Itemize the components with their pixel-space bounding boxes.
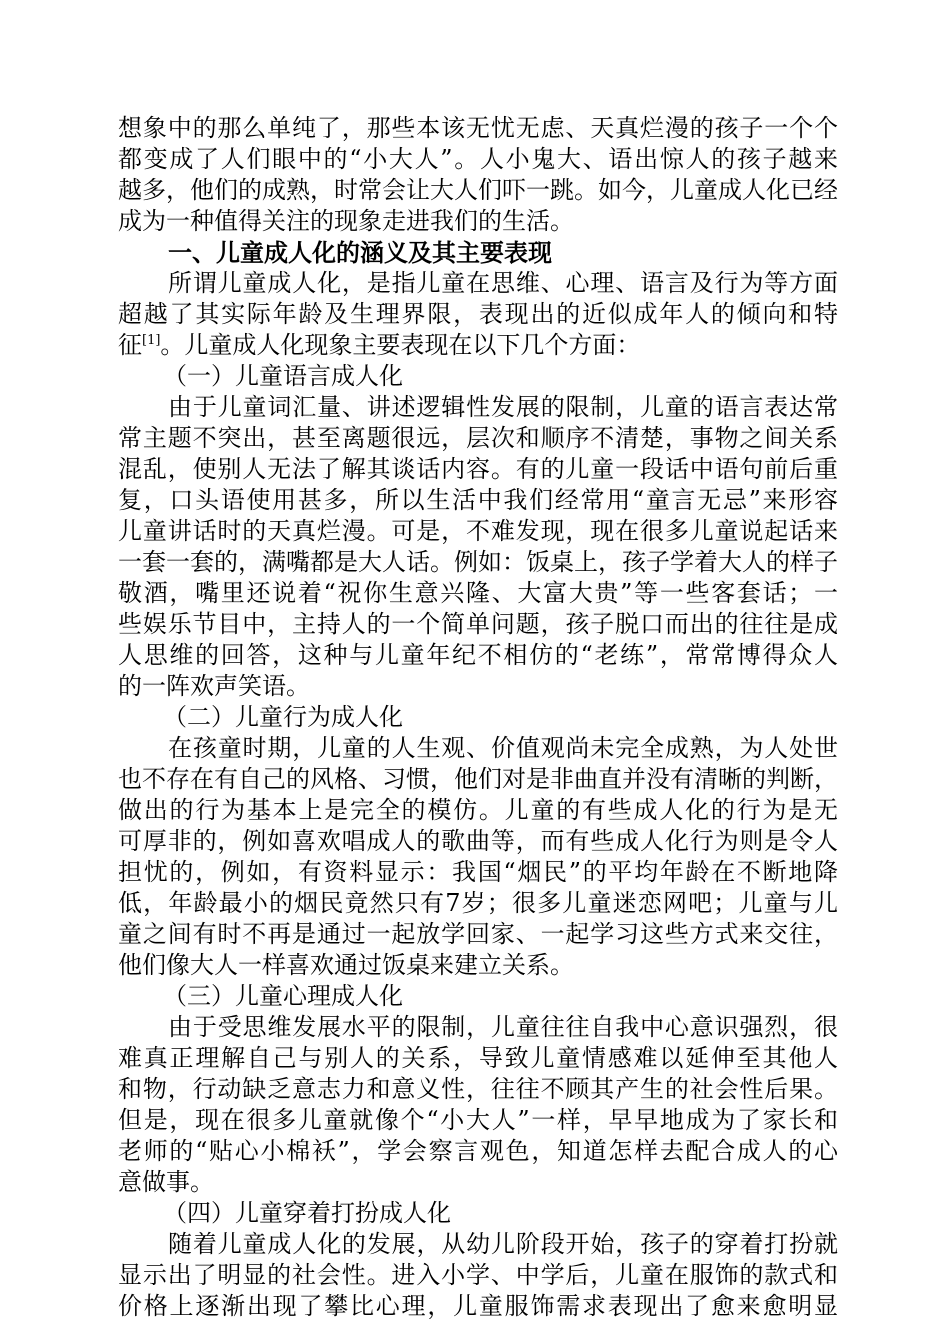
- intro-line: 想象中的那么单纯了，那些本该无忧无虑、天真烂漫的孩子一个个: [118, 114, 838, 142]
- paragraph-line: 做出的行为基本上是完全的模仿。儿童的有些成人化的行为是无: [118, 796, 838, 824]
- paragraph-line: 由于儿童词汇量、讲述逻辑性发展的限制，儿童的语言表达常: [168, 393, 838, 421]
- paragraph-line: 难真正理解自己与别人的关系，导致儿童情感难以延伸至其他人: [118, 1044, 838, 1072]
- subsection-heading: （二）儿童行为成人化: [163, 703, 403, 731]
- definition-text: 征: [118, 331, 142, 359]
- paragraph-line: 童之间有时不再是通过一起放学回家、一起学习这些方式来交往，: [118, 920, 838, 948]
- definition-line: 所谓儿童成人化，是指儿童在思维、心理、语言及行为等方面: [168, 269, 838, 297]
- definition-line: 超越了其实际年龄及生理界限，表现出的近似成年人的倾向和特: [118, 300, 838, 328]
- intro-line: 成为一种值得关注的现象走进我们的生活。: [118, 207, 574, 235]
- paragraph-line: 随着儿童成人化的发展，从幼儿阶段开始，孩子的穿着打扮就: [168, 1230, 838, 1258]
- paragraph-line: 由于受思维发展水平的限制，儿童往往自我中心意识强烈，很: [168, 1013, 838, 1041]
- intro-line: 都变成了人们眼中的“小大人”。人小鬼大、语出惊人的孩子越来: [118, 145, 838, 173]
- paragraph-line: 复，口头语使用甚多，所以生活中我们经常用“童言无忌”来形容: [118, 486, 838, 514]
- paragraph-line: 和物，行动缺乏意志力和意义性，往往不顾其产生的社会性后果。: [118, 1075, 838, 1103]
- definition-text: 。儿童成人化现象主要表现在以下几个方面：: [160, 331, 641, 359]
- paragraph-line: 低，年龄最小的烟民竟然只有7岁；很多儿童迷恋网吧；儿童与儿: [118, 889, 838, 917]
- paragraph-line: 的一阵欢声笑语。: [118, 672, 310, 700]
- subsection-heading: （四）儿童穿着打扮成人化: [163, 1199, 451, 1227]
- paragraph-line: 价格上逐渐出现了攀比心理，儿童服饰需求表现出了愈来愈明显: [118, 1292, 838, 1320]
- paragraph-line: 一套一套的，满嘴都是大人话。例如：饭桌上，孩子学着大人的样子: [118, 548, 838, 576]
- paragraph-line: 些娱乐节目中，主持人的一个简单问题，孩子脱口而出的往往是成: [118, 610, 838, 638]
- document-body: [118, 113, 838, 1322]
- subsection-heading: （三）儿童心理成人化: [163, 982, 403, 1010]
- paragraph-line: 但是，现在很多儿童就像个“小大人”一样，早早地成为了家长和: [118, 1106, 838, 1134]
- section-heading: 一、儿童成人化的涵义及其主要表现: [168, 238, 552, 267]
- paragraph-line: 可厚非的，例如喜欢唱成人的歌曲等，而有些成人化行为则是令人: [118, 827, 838, 855]
- subsection-heading: （一）儿童语言成人化: [163, 362, 403, 390]
- paragraph-line: 常主题不突出，甚至离题很远，层次和顺序不清楚，事物之间关系: [118, 424, 838, 452]
- paragraph-line: 意做事。: [118, 1168, 214, 1196]
- paragraph-line: 敬酒，嘴里还说着“祝你生意兴隆、大富大贵”等一些客套话；一: [118, 579, 838, 607]
- intro-line: 越多，他们的成熟，时常会让大人们吓一跳。如今，儿童成人化已经: [118, 176, 838, 204]
- paragraph-line: 也不存在有自己的风格、习惯，他们对是非曲直并没有清晰的判断，: [118, 765, 838, 793]
- paragraph-line: 在孩童时期，儿童的人生观、价值观尚未完全成熟，为人处世: [168, 734, 838, 762]
- paragraph-line: 他们像大人一样喜欢通过饭桌来建立关系。: [118, 951, 574, 979]
- paragraph-line: 儿童讲话时的天真烂漫。可是，不难发现，现在很多儿童说起话来: [118, 517, 838, 545]
- paragraph-line: 担忧的，例如，有资料显示：我国“烟民”的平均年龄在不断地降: [118, 858, 838, 886]
- paragraph-line: 人思维的回答，这种与儿童年纪不相仿的“老练”，常常博得众人: [118, 641, 838, 669]
- citation-reference: [1]: [142, 333, 161, 348]
- definition-line-with-citation: [118, 330, 838, 361]
- paragraph-line: 混乱，使别人无法了解其谈话内容。有的儿童一段话中语句前后重: [118, 455, 838, 483]
- paragraph-line: 显示出了明显的社会性。进入小学、中学后，儿童在服饰的款式和: [118, 1261, 838, 1289]
- paragraph-line: 老师的“贴心小棉袄”，学会察言观色，知道怎样去配合成人的心: [118, 1137, 838, 1165]
